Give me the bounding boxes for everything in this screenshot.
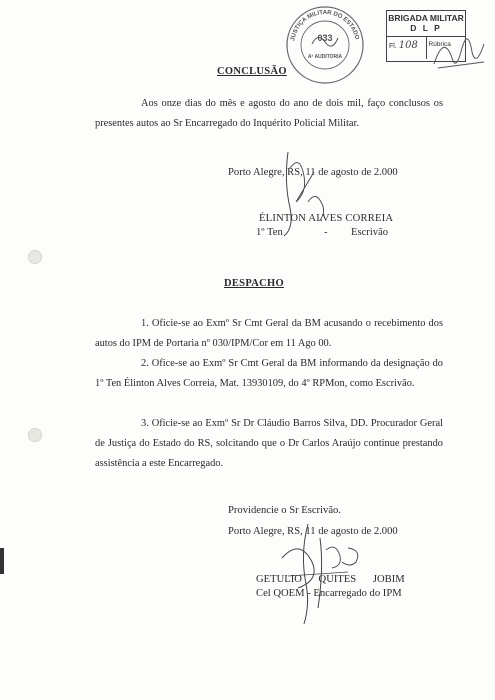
despacho-signer-title: Cel QOEM - Encarregado do IPM xyxy=(256,588,402,599)
conclusao-place-date: Porto Alegre, RS, 11 de agosto de 2.000 xyxy=(228,167,398,178)
despacho-signer-name: GETULIO QUITES JOBIM xyxy=(256,574,405,585)
despacho-closing: Providencie o Sr Escrivão. xyxy=(228,505,341,516)
conclusao-signer-rank: 1º Ten xyxy=(256,227,283,238)
seal-inner-text: Aª AUDITORIA xyxy=(307,54,343,60)
stamp-folio-value: 108 xyxy=(398,40,418,51)
conclusao-signer-name: ÉLINTON ALVES CORREIA xyxy=(259,213,394,224)
court-seal-stamp xyxy=(284,4,366,86)
stamp-org: BRIGADA MILITAR xyxy=(388,13,464,23)
stamp-rubric-label: Rúbrica xyxy=(428,41,451,48)
conclusao-signer-role: Escrivão xyxy=(351,227,389,238)
binder-hole-top xyxy=(28,250,42,264)
seal-outer-text: JUSTIÇA MILITAR DO ESTADO xyxy=(290,9,360,42)
despacho-place-date: Porto Alegre, RS, 11 de agosto de 2.000 xyxy=(228,526,398,537)
despacho-item-1: 1. Oficie-se ao Exmº Sr Cmt Geral da BM acusando o recebimento dos autos do IPM de Portaria nº 030/IPM/Cor em 11 Ago 00. xyxy=(95,318,443,349)
seal-number: 033 xyxy=(317,33,333,43)
stamp-folio-label: Fl. xyxy=(389,43,397,50)
despacho-item-2: 2. Ofice-se ao Exmº Sr Cmt Geral da BM informando da designação do 1º Ten Élinton Alves Correia, Mat. 13930109, do 4º RPMon, como Escrivão. xyxy=(95,358,443,389)
conclusao-title: CONCLUSÃO xyxy=(217,66,287,77)
stamp-dept: D L P xyxy=(410,23,442,33)
despacho-item-3: 3. Oficie-se ao Exmº Sr Dr Cláudio Barros Silva, DD. Procurador Geral de Justiça do Estado do RS, solcitando que o Dr Carlos Araújo continue prestando assistência a este Encarregado. xyxy=(95,418,443,469)
scan-edge-mark xyxy=(0,548,4,574)
conclusao-body: Aos onze dias do mês e agosto do ano de dois mil, faço conclusos os presentes autos ao Sr Encarregado do Inquérito Policial Militar. xyxy=(95,98,443,129)
binder-hole-bottom xyxy=(28,428,42,442)
rubric-signature xyxy=(430,30,490,80)
conclusao-signer-dash: - xyxy=(324,227,328,238)
despacho-title: DESPACHO xyxy=(224,278,284,289)
